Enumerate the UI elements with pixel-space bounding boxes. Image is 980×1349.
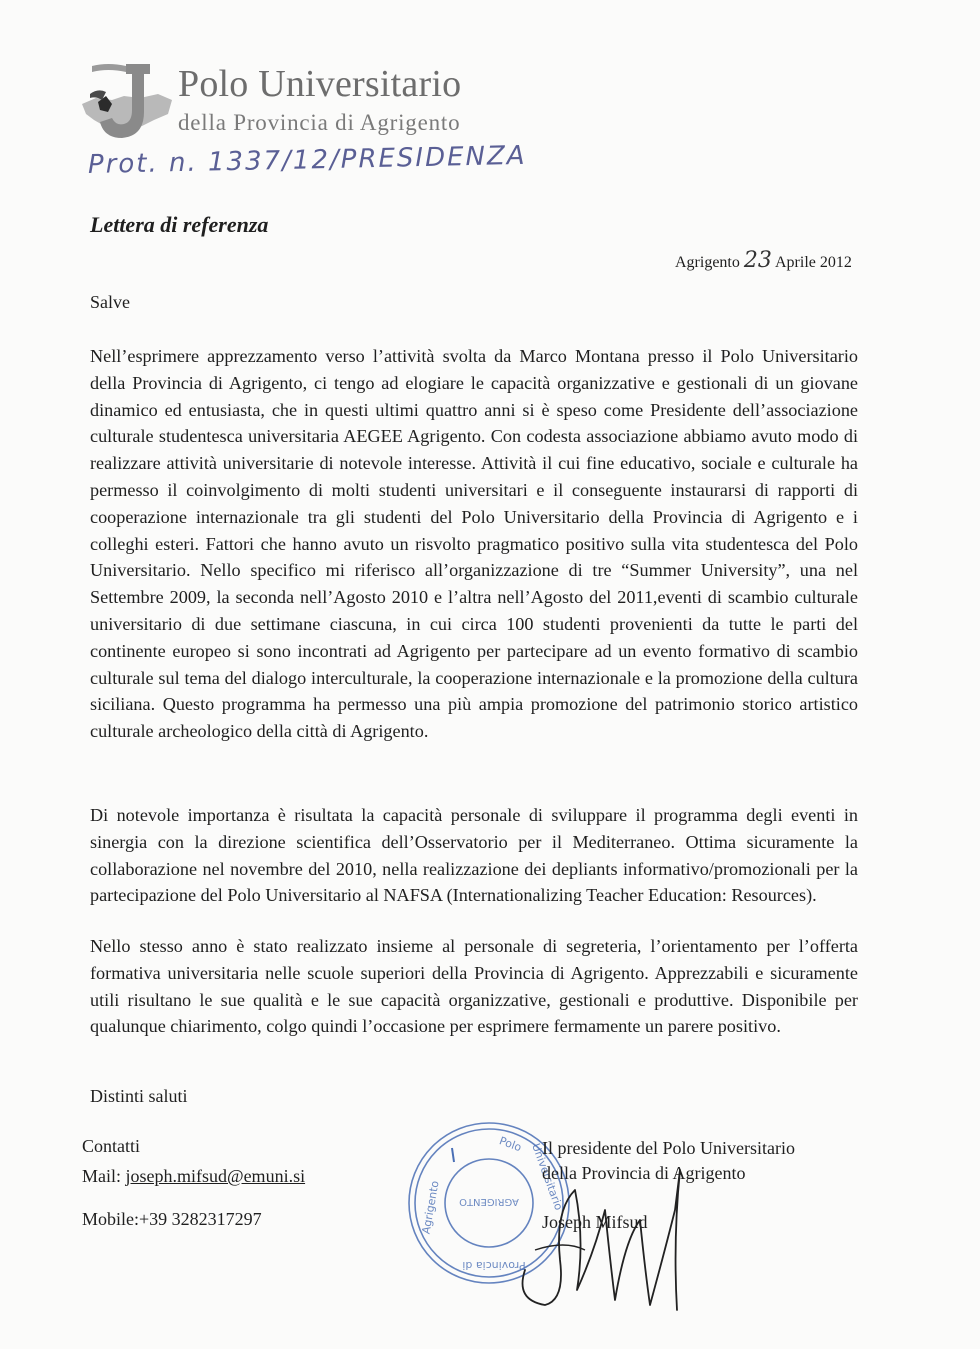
date-month-year: Aprile 2012 (775, 254, 852, 271)
handwritten-protocol-number: Prot. n. 1337/12/PRESIDENZA (87, 140, 527, 180)
body-paragraph-2: Di notevole importanza è risultata la capacità personale di sviluppare il programma degli eventi in sinergia con la direzione scientifica dell’Osservatorio per il Mediterraneo. Ottima sicuramente la collaborazione nel novembre del 2010, nella realizzazione dei depliants informativo/promozionali per la partecipazione del Polo Universitario al NAFSA (Internationalizing Teacher Education: Resources). (90, 805, 858, 906)
logo-title: Polo Universitario (178, 63, 462, 105)
body-paragraph-1: Nell’esprimere apprezzamento verso l’attività svolta da Marco Montana presso il Polo Universitario della Provincia di Agrigento, ci tengo ad elogiare le capacità organizzative e gestionali di un giovane dinamico ed entusiasta, che in questi ultimi quattro anni si è speso come Presidente dell’associazione culturale studentesca universitaria AEGEE Agrigento. Con codesta associazione abbiamo avuto modo di realizzare attività universitarie di notevole interesse. Attività il cui fine educativo, sociale e culturale ha permesso il coinvolgimento di molti studenti universitari e il conseguente instaurarsi di rapporti di cooperazione internazionale tra gli studenti del Polo Universitario della Provincia di Agrigento e i colleghi esteri. Fattori che hanno avuto un risvolto pragmatico positivo sulla vita studentesca del Polo Universitario. Nello specifico mi riferisco all’organizzazione di tre “Summer University”, una nel Settembre 2009, la seconda nell’Agosto 2010 e l’altra nell’Agosto del 2011,eventi di scambio culturale universitario di due settimane ciascuna, in cui circa 100 studenti provenienti da tutte le parti del continente europeo si sono incontrati ad Agrigento per partecipare ad un evento formativo di scambio culturale sul tema del dialogo interculturale, la cooperazione internazionale e la promozione della cultura siciliana. Questo programma ha permesso una più ampia promozione del patrimonio storico artistico culturale archeologico della città di Agrigento. (90, 346, 858, 742)
greeting: Salve (90, 292, 130, 312)
signatory-title-line-2: della Provincia di Agrigento (542, 1163, 746, 1183)
mail-link[interactable]: joseph.mifsud@emuni.si (125, 1166, 306, 1186)
closing-salutation: Distinti saluti (90, 1086, 188, 1106)
svg-text:Polo: Polo (497, 1134, 524, 1155)
date-place: Agrigento (675, 254, 740, 271)
svg-text:Provincia di: Provincia di (462, 1259, 526, 1272)
polo-logo-icon (78, 58, 178, 144)
logo-subtitle: della Provincia di Agrigento (178, 110, 461, 135)
signatory-name: Joseph Mifsud (542, 1212, 648, 1232)
letter-date (675, 248, 852, 273)
signatory-title-line-1: Il presidente del Polo Universitario (542, 1138, 795, 1158)
svg-text:Universitario: Universitario (529, 1141, 566, 1212)
mail-label: Mail: (82, 1166, 126, 1186)
contacts-mail (82, 1166, 305, 1187)
contacts-title: Contatti (82, 1136, 140, 1156)
date-day-handwritten: 23 (743, 248, 772, 273)
contacts-mobile: Mobile:+39 3282317297 (82, 1209, 262, 1229)
svg-text:AGRIGENTO: AGRIGENTO (459, 1196, 519, 1207)
letter-heading: Lettera di referenza (90, 212, 269, 237)
body-paragraph-3: Nello stesso anno è stato realizzato insieme al personale di segreteria, l’orientamento per l’offerta formativa universitaria nelle scuole superiori della Provincia di Agrigento. Apprezzabili e sicuramente utili risultano le sue qualità e le sue capacità organizzative, gestionali e produttive. Disponibile per qualunque chiarimento, colgo quindi l’occasione per esprimere fermamente un parere positivo. (90, 936, 858, 1037)
svg-text:Agrigento: Agrigento (419, 1179, 442, 1236)
handwritten-signature (505, 1150, 705, 1320)
